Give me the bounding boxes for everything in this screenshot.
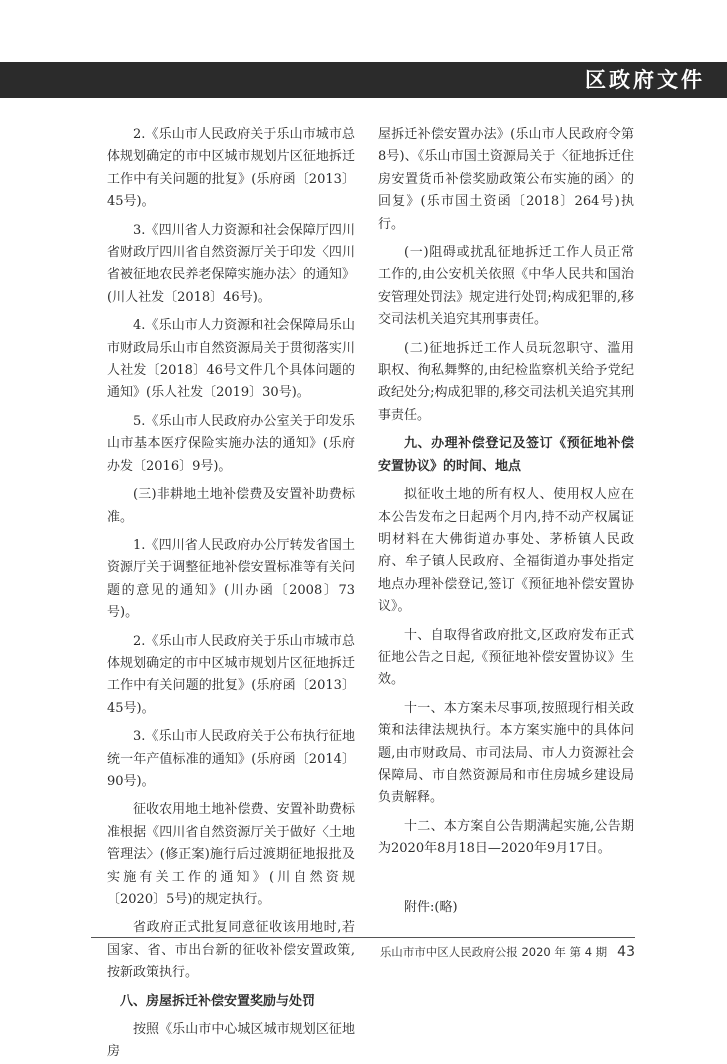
body-paragraph: (二)征地拆迁工作人员玩忽职守、滥用职权、徇私舞弊的,由纪检监察机关给予党纪政纪处分;构成犯罪的,移交司法机关追究其刑事责任。: [378, 340, 634, 423]
right-text-column: [378, 124, 634, 919]
page-number: 43: [617, 944, 635, 960]
body-paragraph: 按照《乐山市中心城区城市规划区征地房: [107, 1022, 355, 1060]
body-paragraph: (一)阻碍或扰乱征地拆迁工作人员正常工作的,由公安机关依照《中华人民共和国治安管理处罚法》规定进行处罚;构成犯罪的,移交司法机关追究其刑事责任。: [378, 245, 634, 328]
attachment-note: 附件:(略): [404, 899, 458, 915]
section-header-bar: [0, 62, 727, 98]
body-paragraph: 3.《四川省人力资源和社会保障厅四川省财政厅四川省自然资源厅关于印发〈四川省被征地农民养老保障实施办法〉的通知》(川人社发〔2018〕46号)。: [107, 222, 355, 305]
continued-paragraph: 屋拆迁补偿安置办法》(乐山市人民政府令第8号)、《乐山市国土资源局关于〈征地拆迁住房安置货币补偿奖励政策公布实施的函〉的回复》(乐市国土资函〔2018〕264号)执行。: [378, 127, 634, 232]
section-title: 区政府文件: [585, 68, 705, 92]
body-paragraph: 1.《四川省人民政府办公厅转发省国土资源厅关于调整征地补偿安置标准等有关问题的意见的通知》(川办函〔2008〕73号)。: [107, 537, 355, 621]
footer-divider: [91, 937, 635, 938]
body-paragraph: 拟征收土地的所有权人、使用权人应在本公告发布之日起两个月内,持不动产权属证明材料在大佛街道办事处、茅桥镇人民政府、牟子镇人民政府、全福街道办事处指定地点办理补偿登记,签订《预征地补偿安置协议》。: [378, 487, 634, 615]
body-paragraph: 5.《乐山市人民政府办公室关于印发乐山市基本医疗保险实施办法的通知》(乐府办发〔2016〕9号)。: [107, 413, 355, 474]
body-paragraph: 十、自取得省政府批文,区政府发布正式征地公告之日起,《预征地补偿安置协议》生效。: [378, 627, 634, 688]
body-paragraph: 2.《乐山市人民政府关于乐山市城市总体规划确定的市中区城市规划片区征地拆迁工作中有关问题的批复》(乐府函〔2013〕45号)。: [107, 633, 355, 716]
section-heading: 九、办理补偿登记及签订《预征地补偿安置协议》的时间、地点: [378, 436, 634, 474]
body-paragraph: 省政府正式批复同意征收该用地时,若国家、省、市出台新的征收补偿安置政策,按新政策执行。: [107, 920, 355, 981]
body-paragraph: 4.《乐山市人力资源和社会保障局乐山市财政局乐山市自然资源局关于贯彻落实川人社发〔2018〕46号文件几个具体问题的通知》(乐人社发〔2019〕30号)。: [107, 318, 355, 401]
page-footer: [91, 944, 635, 960]
left-text-column: [107, 124, 355, 1064]
body-paragraph: 十二、本方案自公告期满起实施,公告期为2020年8月18日—2020年9月17日。: [378, 818, 634, 857]
body-paragraph: 2.《乐山市人民政府关于乐山市城市总体规划确定的市中区城市规划片区征地拆迁工作中有关问题的批复》(乐府函〔2013〕45号)。: [107, 127, 355, 210]
body-paragraph: 征收农用地土地补偿费、安置补助费标准根据《四川省自然资源厅关于做好〈土地管理法〉(修正案)施行后过渡期征地报批及实施有关工作的通知》(川自然资规〔2020〕5号)的规定执行。: [107, 802, 355, 907]
body-paragraph: 十一、本方案未尽事项,按照现行相关政策和法律法规执行。本方案实施中的具体问题,由市财政局、市司法局、市人力资源社会保障局、市自然资源局和市住房城乡建设局负责解释。: [378, 700, 634, 806]
section-heading: 八、房屋拆迁补偿安置奖励与处罚: [120, 993, 316, 1009]
publication-name: 乐山市市中区人民政府公报 2020 年 第 4 期: [379, 945, 608, 959]
body-paragraph: (三)非耕地土地补偿费及安置补助费标准。: [107, 487, 355, 525]
body-paragraph: 3.《乐山市人民政府关于公布执行征地统一年产值标准的通知》(乐府函〔2014〕90号)。: [107, 729, 355, 789]
